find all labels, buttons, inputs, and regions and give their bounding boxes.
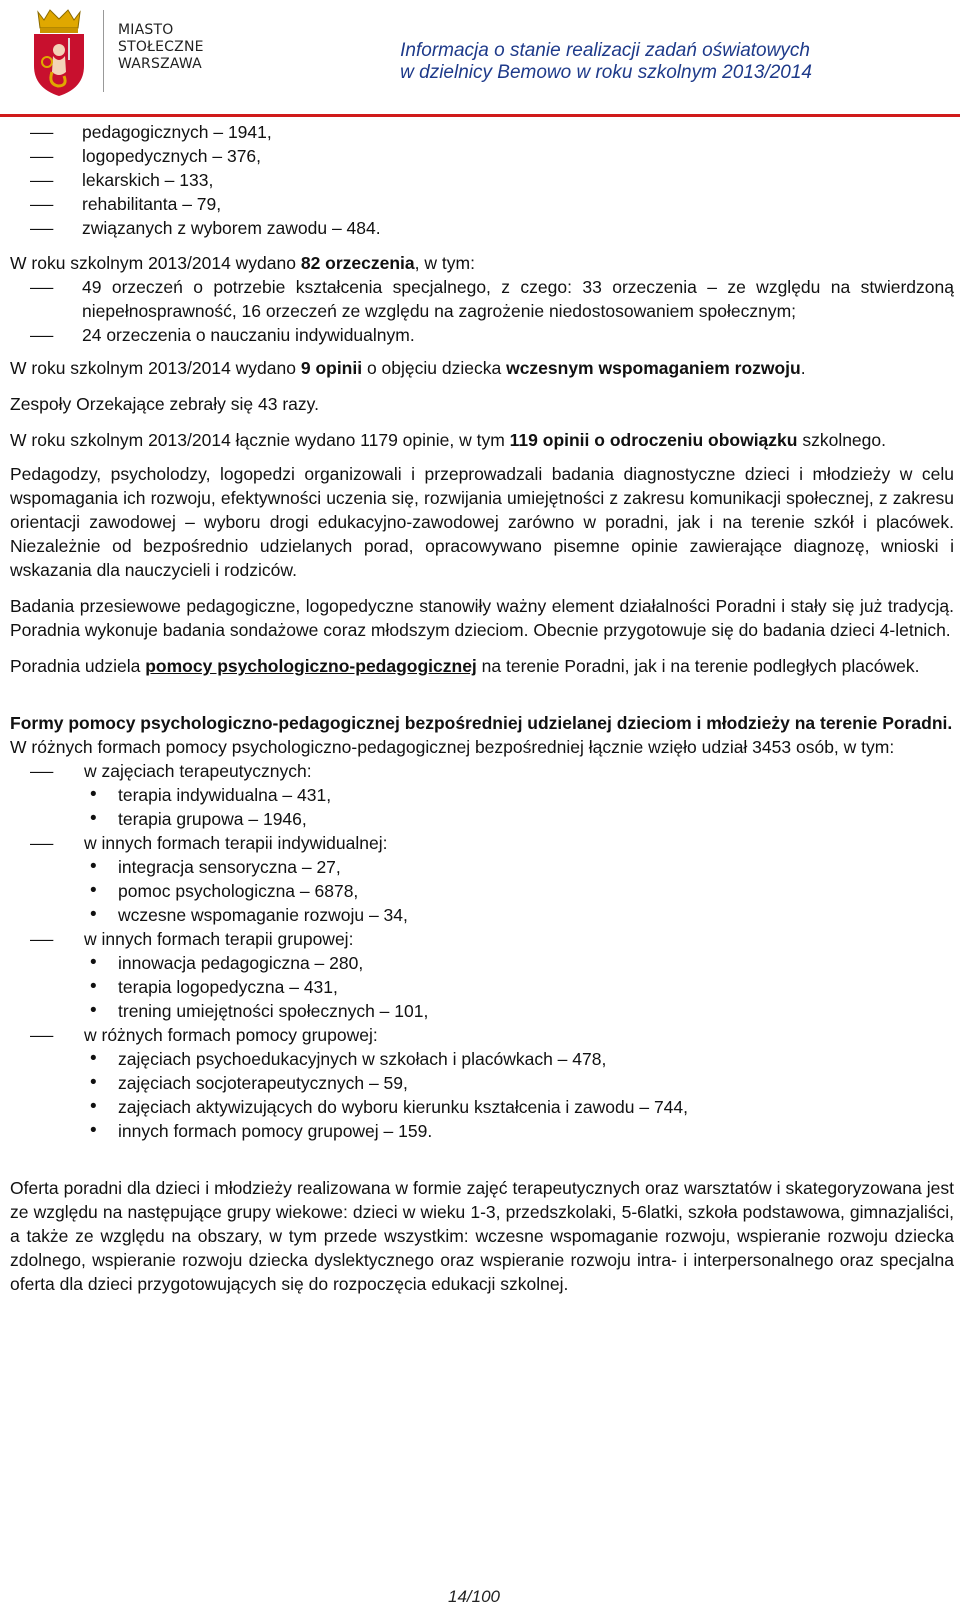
city-line-2: STOŁECZNE [118, 39, 204, 55]
group-label: – w innych formach terapii grupowej: [10, 927, 954, 951]
list-item: – rehabilitanta – 79, [10, 192, 954, 216]
city-line-1: MIASTO [118, 22, 174, 38]
bullet-list [10, 951, 954, 1023]
paragraph-lacznie [10, 428, 954, 452]
text: szkolnego. [797, 430, 886, 450]
header-rule [0, 114, 960, 117]
list-item: – związanych z wyborem zawodu – 484. [10, 216, 954, 240]
list-item: • terapia logopedyczna – 431, [10, 975, 954, 999]
paragraph-badania: Badania przesiewowe pedagogiczne, logopedyczne stanowiły ważny element działalności Poradni i stały się już tradycją. Poradnia wykonuje badania sondażowe coraz młodszym dzieciom. Obecnie przygotowuje się do badania dzieci 4-letnich. [10, 596, 954, 640]
bullet-list [10, 855, 954, 927]
advice-list [10, 120, 954, 240]
text: Poradnia udziela [10, 656, 146, 676]
underlined-term: pomocy psychologiczno-pedagogicznej [145, 656, 477, 676]
list-item: • innowacja pedagogiczna – 280, [10, 951, 954, 975]
forms-list [10, 927, 954, 951]
orzeczenia-list [10, 275, 954, 347]
text: o objęciu dziecka [362, 358, 507, 378]
paragraph-poradnia [10, 654, 954, 678]
forms-list [10, 1023, 954, 1047]
paragraph-orzeczenia [10, 251, 954, 275]
list-item: • terapia grupowa – 1946, [10, 807, 954, 831]
bold-text: 9 opinii [300, 358, 363, 378]
list-item: • integracja sensoryczna – 27, [10, 855, 954, 879]
page-header [0, 0, 960, 118]
paragraph-zespoly: Zespoły Orzekające zebrały się 43 razy. [10, 394, 319, 414]
list-item: • pomoc psychologiczna – 6878, [10, 879, 954, 903]
list-item: – 24 orzeczenia o nauczaniu indywidualnym. [10, 323, 954, 347]
city-line-3: WARSZAWA [118, 56, 202, 72]
document-title [400, 40, 812, 84]
section-heading: Formy pomocy psychologiczno-pedagogicznej bezpośredniej udzielanej dzieciom i młodzieży na terenie Poradni. [10, 713, 953, 733]
text: W roku szkolnym 2013/2014 wydano [10, 253, 301, 273]
list-item: • zajęciach socjoterapeutycznych – 59, [10, 1071, 954, 1095]
bullet-list [10, 1047, 954, 1143]
list-item: – pedagogicznych – 1941, [10, 120, 954, 144]
list-item: • zajęciach aktywizujących do wyboru kierunku kształcenia i zawodu – 744, [10, 1095, 954, 1119]
warsaw-crest-icon [28, 6, 90, 98]
list-item: – logopedycznych – 376, [10, 144, 954, 168]
page-number-text: 14/100 [448, 1587, 500, 1606]
list-item: • zajęciach psychoedukacyjnych w szkołach i placówkach – 478, [10, 1047, 954, 1071]
city-logo-text [118, 22, 204, 73]
bold-text: 82 orzeczenia [300, 253, 415, 273]
page-number [0, 1585, 960, 1609]
text: na terenie Poradni, jak i na terenie podległych placówek. [476, 656, 920, 676]
document-title-line-2: w dzielnicy Bemowo w roku szkolnym 2013/2014 [400, 62, 812, 83]
bold-text: 119 opinii o odroczeniu obowiązku [509, 430, 798, 450]
paragraph-oferta: Oferta poradni dla dzieci i młodzieży realizowana w formie zajęć terapeutycznych oraz warsztatów i skategoryzowana jest ze względu na następujące grupy wiekowe: dzieci w wieku 1-3, przedszkolaki, 5-6latki, szkoła podstawowa, gimnazjaliści, a także ze względu na obszary, w tym przede wszystkim: wczesne wspomaganie rozwoju, wspieranie rozwoju dziecka zdolnego, wspieranie rozwoju dziecka dyslektycznego oraz wspieranie rozwoju intra- i interpersonalnego oraz specjalna oferta dla dzieci przygotowujących się do rozpoczęcia edukacji szkolnej. [10, 1178, 954, 1294]
paragraph-opinie [10, 356, 954, 380]
forms-list [10, 759, 954, 783]
list-item: • trening umiejętności społecznych – 101, [10, 999, 954, 1023]
forms-list [10, 831, 954, 855]
bold-text: wczesnym wspomaganiem rozwoju [506, 358, 801, 378]
text: W roku szkolnym 2013/2014 łącznie wydano 1179 opinie, w tym [10, 430, 510, 450]
list-item: • wczesne wspomaganie rozwoju – 34, [10, 903, 954, 927]
text: W roku szkolnym 2013/2014 wydano [10, 358, 301, 378]
list-item: • innych formach pomocy grupowej – 159. [10, 1119, 954, 1143]
header-divider [103, 10, 104, 92]
list-item: – lekarskich – 133, [10, 168, 954, 192]
group-label: – w zajęciach terapeutycznych: [10, 759, 954, 783]
list-item: – 49 orzeczeń o potrzebie kształcenia specjalnego, z czego: 33 orzeczenia – ze względu na stwierdzoną niepełnosprawność, 16 orzeczeń ze względu na zagrożenie niedostosowaniem społecznym; [10, 275, 954, 323]
bullet-list [10, 783, 954, 831]
group-label: – w różnych formach pomocy grupowej: [10, 1023, 954, 1047]
text: . [800, 358, 806, 378]
document-title-line-1: Informacja o stanie realizacji zadań oświatowych [400, 40, 810, 61]
group-label: – w innych formach terapii indywidualnej: [10, 831, 954, 855]
paragraph-pedagodzy: Pedagodzy, psycholodzy, logopedzi organizowali i przeprowadzali badania diagnostyczne dzieci i młodzieży w celu wspomagania ich rozwoju, efektywności uczenia się, rozwijania umiejętności z zakresu komunikacji społecznej, z zakresu orientacji zawodowej – wyboru drogi edukacyjno-zawodowej zarówno w poradni, jak i na terenie szkół i placówek. Niezależnie od bezpośrednio udzielanych porad, opracowywano pisemne opinie zawierające diagnozę, wnioski i wskazania dla nauczycieli i rodziców. [10, 464, 954, 580]
page-content [10, 120, 954, 1296]
list-item: • terapia indywidualna – 431, [10, 783, 954, 807]
paragraph-formy: W różnych formach pomocy psychologiczno-pedagogicznej bezpośredniej łącznie wzięło udział 3453 osób, w tym: [10, 737, 895, 757]
text: , w tym: [414, 253, 475, 273]
